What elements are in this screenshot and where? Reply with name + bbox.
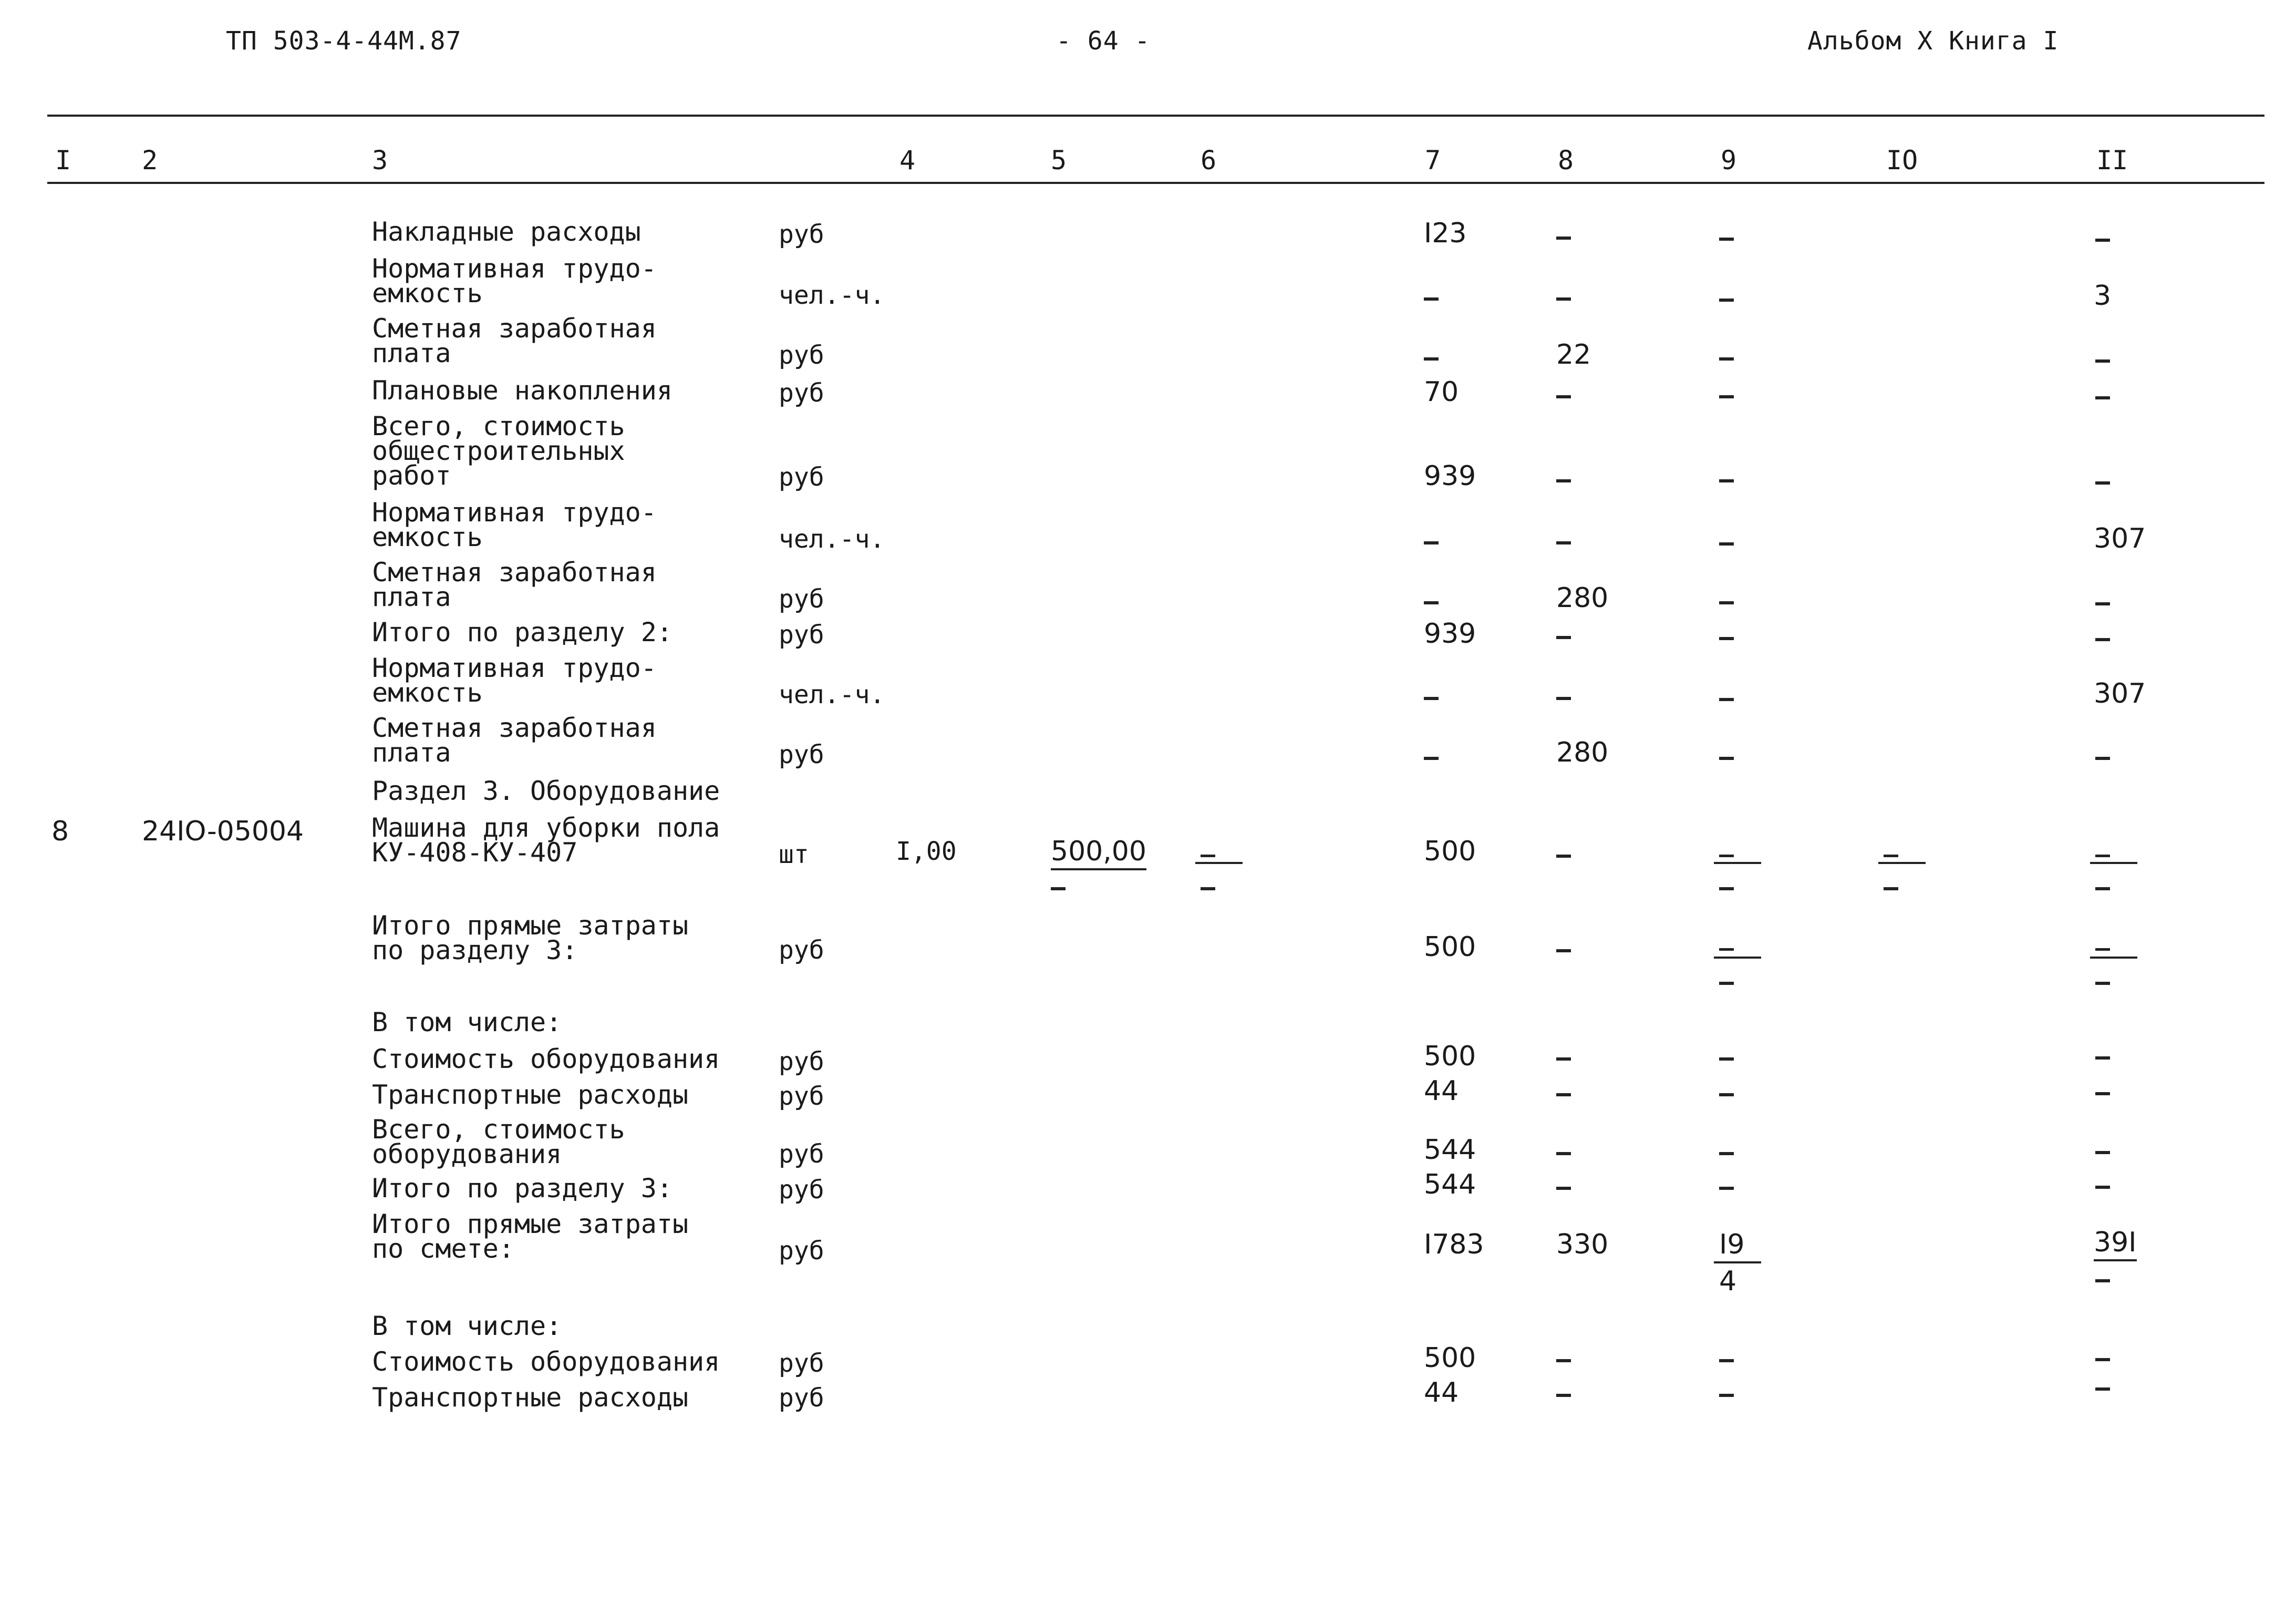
cell-col7: I783 <box>1424 1229 1484 1260</box>
subheading: В том числе: <box>372 1007 562 1037</box>
dash <box>1719 1093 1734 1096</box>
dash <box>1556 1394 1571 1397</box>
cell-col8: 22 <box>1556 339 1591 371</box>
row-unit: руб <box>779 1349 824 1378</box>
row-label: Нормативная трудо- емкость <box>372 653 657 708</box>
column-header-4: 4 <box>899 145 916 176</box>
fraction-line <box>1714 862 1761 864</box>
row-unit: руб <box>779 1236 824 1266</box>
row-unit: руб <box>779 1383 824 1413</box>
row-label: Нормативная трудо- емкость <box>372 497 657 552</box>
cell-col7: 939 <box>1424 460 1476 492</box>
row-label: Итого по разделу 3: <box>372 1173 673 1204</box>
row-number: 8 <box>51 816 69 847</box>
cell-col7: 500 <box>1424 836 1476 867</box>
dash <box>1719 601 1734 604</box>
cell-col11: 307 <box>2094 523 2146 554</box>
fraction-dash <box>2095 855 2110 857</box>
column-header-9: 9 <box>1721 145 1737 176</box>
dash <box>1051 887 1066 890</box>
fraction-line <box>2090 957 2137 959</box>
cell-col7: 500 <box>1424 1342 1476 1374</box>
fraction-dash <box>1719 855 1734 857</box>
dash <box>1556 237 1571 240</box>
dash <box>2095 1151 2110 1154</box>
row-unit: шт <box>779 840 809 869</box>
cell-col9-denominator: 4 <box>1719 1266 1737 1297</box>
dash <box>1424 541 1439 544</box>
row-label: Транспортные расходы <box>372 1080 689 1110</box>
cell-col7: 939 <box>1424 618 1476 650</box>
dash <box>2095 1279 2110 1282</box>
cell-col7: 44 <box>1424 1075 1459 1107</box>
dash <box>1424 297 1439 301</box>
dash <box>1719 982 1734 985</box>
dash <box>1424 697 1439 700</box>
cell-col7: 500 <box>1424 931 1476 963</box>
fraction-line <box>1714 957 1761 959</box>
section-heading: Раздел 3. Оборудование <box>372 776 720 806</box>
row-label: Сметная заработная плата <box>372 313 657 368</box>
dash <box>1719 887 1734 890</box>
page-number: - 64 - <box>1056 26 1151 56</box>
album-book-label: Альбом Х Книга I <box>1807 26 2059 56</box>
dash <box>2095 396 2110 399</box>
dash <box>2095 1358 2110 1361</box>
column-header-3: 3 <box>372 145 388 176</box>
fraction-line <box>2090 862 2137 864</box>
column-header-5: 5 <box>1051 145 1067 176</box>
column-header-11: II <box>2096 145 2128 176</box>
fraction-line <box>1878 862 1926 864</box>
quantity: I,00 <box>896 837 957 866</box>
row-label: Стоимость оборудования <box>372 1346 720 1377</box>
dash <box>2095 239 2110 242</box>
dash <box>1556 949 1571 952</box>
cell-col7: 544 <box>1424 1134 1476 1166</box>
row-unit: руб <box>779 620 824 650</box>
subheading: В том числе: <box>372 1311 562 1341</box>
column-header-1: I <box>55 145 71 176</box>
row-label: Итого прямые затраты по разделу 3: <box>372 910 689 965</box>
dash <box>2095 359 2110 363</box>
cell-col7: 44 <box>1424 1377 1459 1409</box>
dash <box>1556 479 1571 482</box>
row-label: Стоимость оборудования <box>372 1044 720 1074</box>
row-label: Итого прямые затраты по смете: <box>372 1209 689 1264</box>
cell-col11: 307 <box>2094 678 2146 710</box>
column-header-8: 8 <box>1558 145 1574 176</box>
dash <box>2095 1186 2110 1189</box>
dash <box>1424 601 1439 604</box>
dash <box>1424 757 1439 760</box>
fraction-dash <box>1201 855 1215 857</box>
row-label: Итого по разделу 2: <box>372 617 673 647</box>
column-header-10: IO <box>1886 145 1918 176</box>
dash <box>2095 757 2110 760</box>
row-unit: чел.-ч. <box>779 680 885 710</box>
row-label: Нормативная трудо- емкость <box>372 253 657 309</box>
dash <box>1201 887 1215 890</box>
cell-col8: 280 <box>1556 582 1609 614</box>
dash <box>1719 395 1734 398</box>
dash <box>1719 1187 1734 1190</box>
cell-col8: 330 <box>1556 1229 1609 1260</box>
dash <box>2095 1092 2110 1095</box>
cell-col11: 3 <box>2094 280 2112 312</box>
dash <box>1719 299 1734 302</box>
row-label: Плановые накопления <box>372 375 673 406</box>
cell-col7: 500 <box>1424 1041 1476 1072</box>
unit-price: 500,00 <box>1051 836 1146 870</box>
dash <box>1719 1394 1734 1397</box>
dash <box>1719 1057 1734 1061</box>
dash <box>1719 238 1734 241</box>
row-unit: руб <box>779 1175 824 1205</box>
dash <box>1556 395 1571 398</box>
dash <box>2095 887 2110 890</box>
row-unit: руб <box>779 740 824 769</box>
dash <box>2095 982 2110 985</box>
dash <box>1884 887 1898 890</box>
dash <box>1719 757 1734 760</box>
dash <box>1719 637 1734 640</box>
cell-col9-numerator: I9 <box>1719 1229 1745 1260</box>
dash <box>1424 357 1439 361</box>
dash <box>1556 636 1571 639</box>
row-unit: руб <box>779 462 824 492</box>
cell-col7: I23 <box>1424 218 1467 249</box>
column-header-2: 2 <box>142 145 158 176</box>
cell-col8: 280 <box>1556 737 1609 768</box>
dash <box>2095 481 2110 485</box>
dash <box>1556 1152 1571 1155</box>
fraction-dash <box>1719 948 1734 951</box>
dash <box>1719 542 1734 546</box>
dash <box>2095 602 2110 605</box>
fraction-line <box>1195 862 1243 864</box>
row-unit: руб <box>779 1082 824 1111</box>
dash <box>2095 1387 2110 1391</box>
dash <box>1556 855 1571 858</box>
dash <box>2095 1056 2110 1060</box>
fraction-dash <box>1884 855 1898 857</box>
column-header-6: 6 <box>1201 145 1217 176</box>
dash <box>1719 1152 1734 1155</box>
dash <box>1719 357 1734 361</box>
row-unit: руб <box>779 1139 824 1169</box>
row-label: Всего, стоимость оборудования <box>372 1114 625 1169</box>
dash <box>1556 541 1571 544</box>
cell-col7: 544 <box>1424 1169 1476 1200</box>
dash <box>2095 638 2110 641</box>
dash <box>1556 1057 1571 1061</box>
row-unit: руб <box>779 584 824 614</box>
row-label: Всего, стоимость общестроительных работ <box>372 411 625 491</box>
row-unit: руб <box>779 341 824 370</box>
column-header-7: 7 <box>1425 145 1441 176</box>
fraction-dash <box>2095 948 2110 951</box>
row-label: Машина для уборки пола КУ-408-КУ-407 <box>372 813 720 868</box>
dash <box>1719 698 1734 701</box>
document-code: ТП 503-4-44М.87 <box>226 26 462 56</box>
cell-col7: 70 <box>1424 376 1459 408</box>
fraction-line <box>1714 1261 1761 1263</box>
dash <box>1719 1359 1734 1362</box>
row-label: Транспортные расходы <box>372 1382 689 1413</box>
cell-col11: 39I <box>2094 1227 2137 1261</box>
row-unit: руб <box>779 935 824 965</box>
row-unit: руб <box>779 220 824 249</box>
row-unit: чел.-ч. <box>779 525 885 554</box>
header-rule <box>47 182 2264 184</box>
dash <box>1556 297 1571 301</box>
dash <box>1556 1359 1571 1362</box>
row-unit: чел.-ч. <box>779 281 885 310</box>
row-label: Сметная заработная плата <box>372 557 657 612</box>
row-label: Сметная заработная плата <box>372 713 657 768</box>
row-unit: руб <box>779 378 824 408</box>
dash <box>1556 697 1571 700</box>
item-code: 24IO-05004 <box>142 816 304 847</box>
dash <box>1556 1187 1571 1190</box>
row-label: Накладные расходы <box>372 217 641 247</box>
row-unit: руб <box>779 1047 824 1076</box>
top-rule <box>47 115 2264 117</box>
dash <box>1556 1093 1571 1096</box>
dash <box>1719 479 1734 482</box>
